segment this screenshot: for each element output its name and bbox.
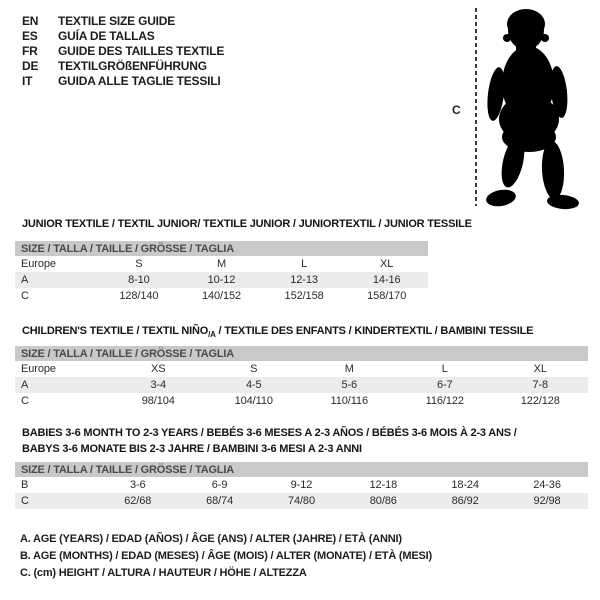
size-value-cell: 140/152: [201, 290, 242, 302]
table-title-line: JUNIOR TEXTILE / TEXTIL JUNIOR/ TEXTILE JUNIOR / JUNIORTEXTIL / JUNIOR TESSILE: [22, 218, 472, 230]
language-row: [22, 29, 224, 44]
childrens-textile-title: [22, 323, 533, 343]
row-label-cell: B: [21, 479, 29, 491]
size-table-row: [15, 393, 588, 409]
size-value-cell: 62/68: [124, 495, 152, 507]
size-value-cell: 5-6: [341, 379, 358, 391]
size-table-row: [15, 477, 588, 493]
language-code: DE: [22, 59, 39, 73]
guide-title: GUIDE DES TAILLES TEXTILE: [58, 44, 225, 58]
language-title-list: [22, 14, 224, 89]
size-value-cell: 12-13: [290, 274, 318, 286]
size-value-cell: 86/92: [451, 495, 479, 507]
size-value-cell: 3-4: [150, 379, 167, 391]
size-table-row: [15, 377, 588, 393]
language-code: IT: [22, 74, 33, 88]
size-value-cell: 158/170: [367, 290, 407, 302]
row-label-cell: C: [21, 290, 29, 302]
size-value-cell: 116/122: [425, 395, 464, 407]
babies-textile-table: [15, 462, 588, 509]
size-value-cell: XL: [533, 363, 547, 375]
footnotes: [20, 531, 432, 582]
guide-title: TEXTILGRÖßENFÜHRUNG: [58, 59, 207, 73]
row-label-cell: C: [21, 495, 29, 507]
junior-textile-table: [15, 241, 428, 304]
size-value-cell: 122/128: [520, 395, 560, 407]
size-value-cell: 80/86: [369, 495, 397, 507]
size-value-cell: 6-9: [211, 479, 228, 491]
size-value-cell: 68/74: [206, 495, 234, 507]
size-value-cell: 98/104: [141, 395, 175, 407]
subscript-text: /A: [208, 330, 216, 340]
language-row: [22, 44, 224, 59]
guide-title: GUÍA DE TALLAS: [58, 29, 155, 43]
language-row: [22, 74, 224, 89]
table-title-line: BABYS 3-6 MONATE BIS 2-3 JAHRE / BAMBINI 3-6 MESI A 2-3 ANNI: [22, 443, 362, 455]
size-value-cell: 3-6: [129, 479, 146, 491]
size-value-cell: 128/140: [119, 290, 159, 302]
size-value-cell: 110/116: [330, 395, 368, 407]
size-value-cell: 6-7: [436, 379, 453, 391]
size-value-cell: 14-16: [372, 274, 401, 286]
footnote-age-years: A. AGE (YEARS) / EDAD (AÑOS) / ÂGE (ANS) / ALTER (JAHRE) / ETÀ (ANNI): [20, 533, 402, 545]
language-code: ES: [22, 29, 38, 43]
size-value-cell: M: [216, 258, 227, 270]
guide-title: GUIDA ALLE TAGLIE TESSILI: [58, 74, 221, 88]
language-row: [22, 14, 224, 29]
size-value-cell: L: [301, 258, 308, 270]
language-code: FR: [22, 44, 38, 58]
height-measure-label: C: [452, 103, 461, 117]
size-table-row: [15, 361, 588, 377]
row-label-cell: C: [21, 395, 29, 407]
guide-title: TEXTILE SIZE GUIDE: [58, 14, 176, 28]
size-value-cell: 92/98: [533, 495, 561, 507]
size-value-cell: 8-10: [128, 274, 150, 286]
table-title-line: CHILDREN'S TEXTILE / TEXTIL $NIÑO_{/A}$ / TEXTILE DES ENFANTS / KINDERTEXTIL / BAMBINI TESSILE: [22, 325, 534, 340]
footnote-height-cm: C. (cm) HEIGHT / ALTURA / HAUTEUR / HÖHE / ALTEZZA: [20, 567, 307, 579]
row-label-cell: A: [21, 379, 29, 391]
size-value-cell: 4-5: [245, 379, 262, 391]
size-value-cell: 10-12: [207, 274, 236, 286]
size-table-row: [15, 288, 428, 304]
size-table-row: [15, 256, 428, 272]
height-measure-dashed-line: [475, 8, 477, 206]
size-value-cell: 18-24: [451, 479, 479, 491]
language-code: EN: [22, 14, 39, 28]
language-row: [22, 59, 224, 74]
table-title-line: BABIES 3-6 MONTH TO 2-3 YEARS / BEBÉS 3-6 MESES A 2-3 AÑOS / BÉBÉS 3-6 MOIS À 2-3 ANS /: [22, 427, 517, 439]
babies-textile-title: [22, 425, 517, 457]
size-value-cell: L: [441, 363, 448, 375]
junior-textile-title: [22, 216, 472, 232]
size-value-cell: S: [250, 363, 258, 375]
size-table-row: [15, 493, 588, 509]
size-value-cell: 24-36: [533, 479, 561, 491]
size-value-cell: XS: [151, 363, 166, 375]
size-value-cell: S: [135, 258, 143, 270]
size-table-row: [15, 272, 428, 288]
size-value-cell: 104/110: [234, 395, 273, 407]
row-label-cell: Europe: [21, 258, 56, 270]
footnote-age-months: B. AGE (MONTHS) / EDAD (MESES) / ÂGE (MOIS) / ALTER (MONATE) / ETÀ (MESI): [20, 550, 432, 562]
size-header-bar: SIZE / TALLA / TAILLE / GRÖSSE / TAGLIA: [15, 462, 588, 477]
row-label-cell: A: [21, 274, 29, 286]
size-value-cell: 9-12: [290, 479, 313, 491]
size-header-bar: SIZE / TALLA / TAILLE / GRÖSSE / TAGLIA: [15, 346, 588, 361]
size-value-cell: 7-8: [532, 379, 549, 391]
childrens-textile-table: [15, 346, 588, 409]
size-value-cell: XL: [380, 258, 394, 270]
size-value-cell: 152/158: [284, 290, 324, 302]
row-label-cell: Europe: [21, 363, 56, 375]
size-value-cell: 74/80: [287, 495, 315, 507]
size-value-cell: M: [344, 363, 354, 375]
size-value-cell: 12-18: [369, 479, 398, 491]
size-header-bar: SIZE / TALLA / TAILLE / GRÖSSE / TAGLIA: [15, 241, 428, 256]
baby-toddler-silhouette-icon: [482, 4, 596, 210]
